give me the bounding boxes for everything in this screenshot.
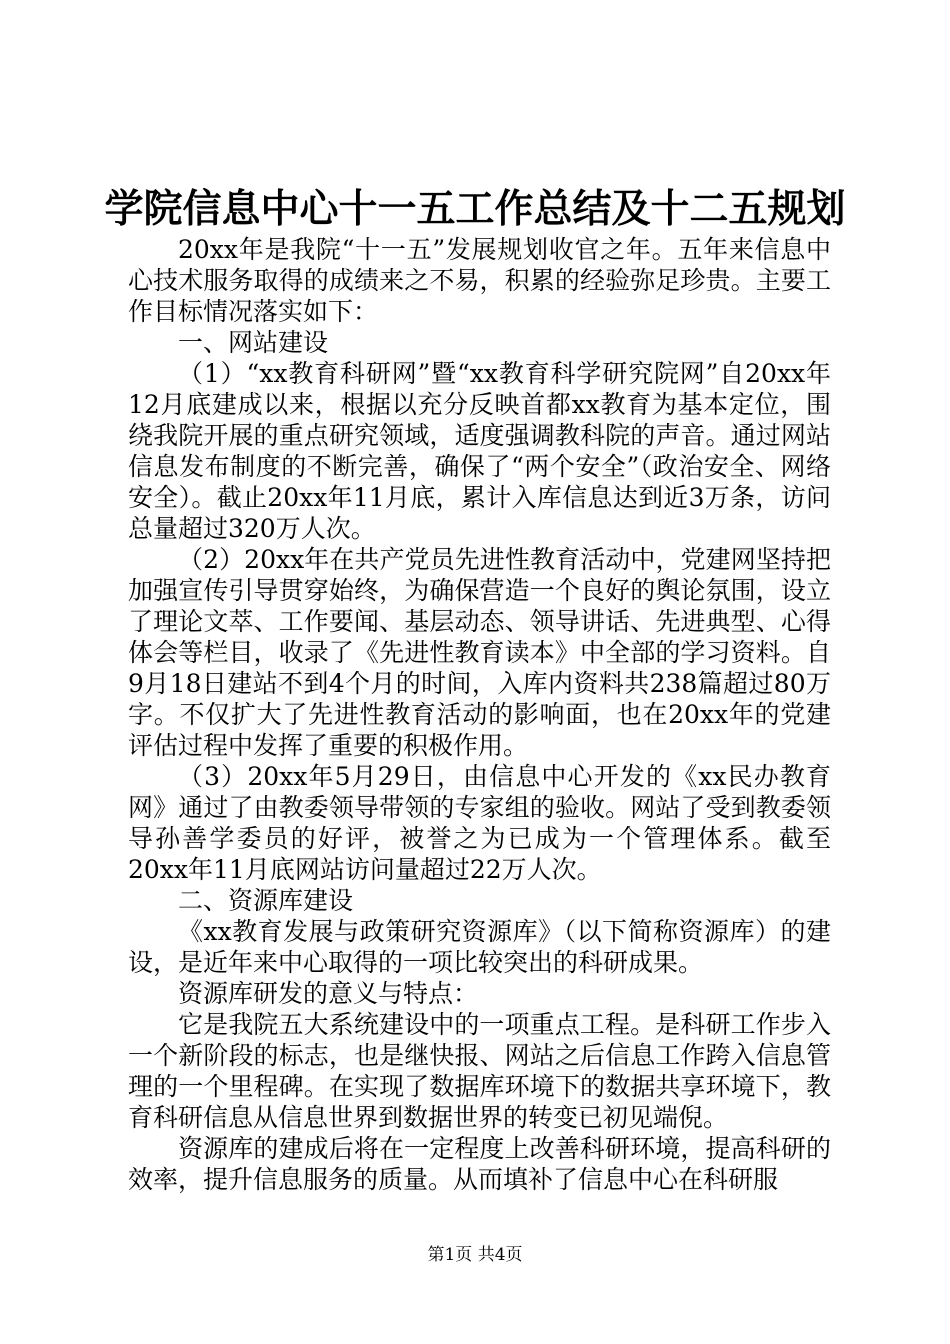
paragraph-website-1: （1）“xx教育科研网”暨“xx教育科学研究院网”自20xx年12月底建成以来，根据以充分反映首都xx教育为基本定位，围绕我院开展的重点研究领域，适度强调教科院的声音。通过网站信息发布制度的不断完善，确保了“两个安全”（政治安全、网络安全）。截止20xx年11月底，累计入库信息达到近3万条，访问总量超过320万人次。 <box>128 359 831 543</box>
paragraph-website-3: （3）20xx年5月29日，由信息中心开发的《xx民办教育网》通过了由教委领导带领的专家组的验收。网站了受到教委领导孙善学委员的好评，被誉之为已成为一个管理体系。截至20xx年11月底网站访问量超过22万人次。 <box>128 762 831 884</box>
paragraph-resource-3: 它是我院五大系统建设中的一项重点工程。是科研工作步入一个新阶段的标志，也是继快报、网站之后信息工作跨入信息管理的一个里程碑。在实现了数据库环境下的数据共享环境下，教育科研信息从信息世界到数据世界的转变已初见端倪。 <box>128 1010 831 1132</box>
section-heading-website: 一、网站建设 <box>178 328 329 357</box>
page-footer: 第1页 共4页 <box>427 1245 523 1265</box>
section-heading-resource: 二、资源库建设 <box>178 886 354 915</box>
paragraph-resource-1: 《xx教育发展与政策研究资源库》（以下简称资源库）的建设，是近年来中心取得的一项比较突出的科研成果。 <box>128 917 831 977</box>
document-body <box>128 234 831 1195</box>
paragraph-intro: 20xx年是我院“十一五”发展规划收官之年。五年来信息中心技术服务取得的成绩来之不易，积累的经验弥足珍贵。主要工作目标情况落实如下： <box>128 235 831 326</box>
paragraph-website-2: （2）20xx年在共产党员先进性教育活动中，党建网坚持把加强宣传引导贯穿始终，为确保营造一个良好的舆论氛围，设立了理论文萃、工作要闻、基层动态、领导讲话、先进典型、心得体会等栏目，收录了《先进性教育读本》中全部的学习资料。自9月18日建站不到4个月的时间，入库内资料共238篇超过80万字。不仅扩大了先进性教育活动的影响面，也在20xx年的党建评估过程中发挥了重要的积极作用。 <box>128 545 831 760</box>
document-title: 学院信息中心十一五工作总结及十二五规划 <box>104 186 846 232</box>
paragraph-resource-2: 资源库研发的意义与特点： <box>178 979 479 1008</box>
paragraph-resource-4: 资源库的建成后将在一定程度上改善科研环境，提高科研的效率，提升信息服务的质量。从而填补了信息中心在科研服 <box>128 1134 831 1194</box>
